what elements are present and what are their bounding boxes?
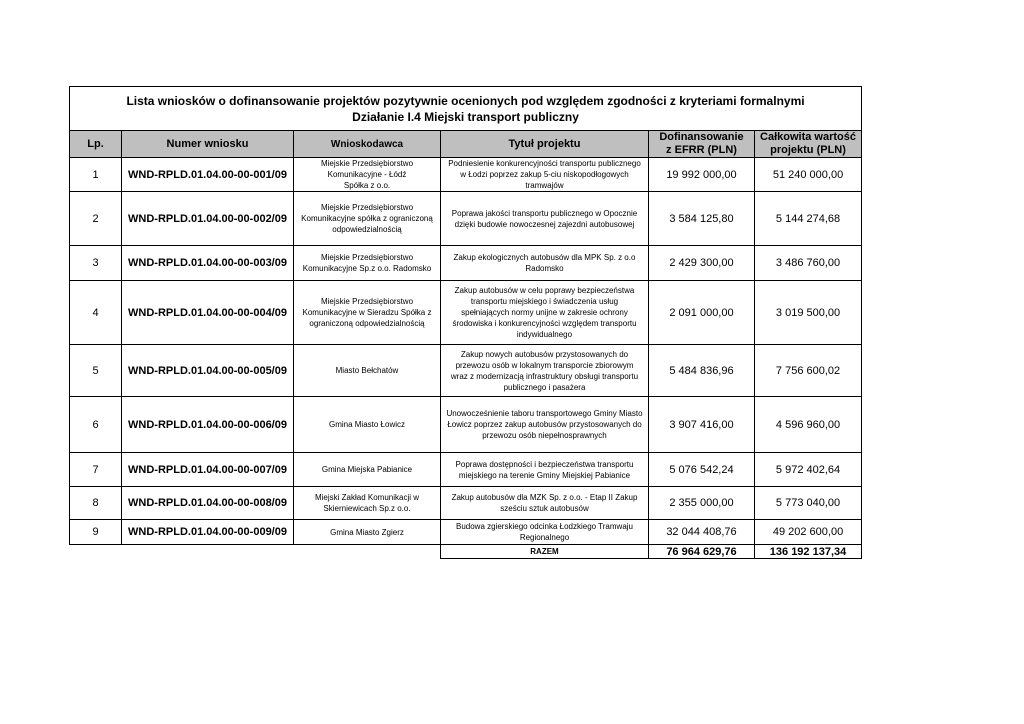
cell-lp: 9 [70, 520, 122, 545]
cell-calkowita-wartosc: 5 972 402,64 [755, 453, 862, 487]
header-calkowita-line2: projektu (PLN) [770, 144, 846, 156]
tytul-line: Poprawa dostępności i bezpieczeństwa transportu [455, 459, 634, 469]
cell-wnioskodawca [294, 345, 441, 397]
title-line-1: Lista wniosków o dofinansowanie projektów pozytywnie ocenionych pod względem zgodności z kryteriami formalnymi [126, 93, 805, 108]
wnioskodawca-line: Gmina Miejska Pabianice [321, 465, 413, 474]
header-dofinansowanie-line1: Dofinansowanie [659, 131, 744, 143]
cell-lp: 5 [70, 345, 122, 397]
tytul-line: przewozu osób niepełnosprawnych [482, 431, 607, 440]
header-dofinansowanie-line2: z EFRR (PLN) [666, 144, 737, 156]
total-row [70, 545, 862, 559]
cell-calkowita-wartosc: 4 596 960,00 [755, 397, 862, 453]
wnioskodawca-line: Spółka z o.o. [343, 181, 391, 190]
tytul-line: środowiska i konkurencyjności względem transportu [452, 319, 637, 328]
projects-table [69, 86, 862, 559]
wnioskodawca-line: Miejskie Przedsiębiorstwo [320, 203, 414, 212]
tytul-line: indywidualnego [516, 330, 573, 339]
tytul-line: Regionalnego [519, 533, 570, 542]
cell-wnioskodawca [294, 520, 441, 545]
cell-lp: 7 [70, 453, 122, 487]
tytul-line: spełniających normy unijne w zakresie ochrony [461, 308, 628, 317]
wnioskodawca-line: Komunikacyjne - Łódź [327, 170, 407, 179]
cell-numer-wniosku: WND-RPLD.01.04.00-00-003/09 [122, 246, 294, 281]
cell-calkowita-wartosc: 3 486 760,00 [755, 246, 862, 281]
cell-lp: 2 [70, 192, 122, 246]
total-blank [70, 545, 441, 559]
cell-numer-wniosku: WND-RPLD.01.04.00-00-007/09 [122, 453, 294, 487]
cell-tytul-projektu [441, 192, 649, 246]
table-row [70, 345, 862, 397]
wnioskodawca-line: Miejskie Przedsiębiorstwo [320, 253, 414, 262]
tytul-line: przewozu osób w lokalnym transporcie zbiorowym [455, 360, 634, 370]
wnioskodawca-line: Miejskie Przedsiębiorstwo [320, 159, 414, 168]
cell-numer-wniosku: WND-RPLD.01.04.00-00-006/09 [122, 397, 294, 453]
cell-tytul-projektu [441, 397, 649, 453]
header-tytul-projektu: Tytuł projektu [441, 131, 649, 158]
cell-calkowita-wartosc: 5 773 040,00 [755, 487, 862, 520]
header-lp: Lp. [70, 131, 122, 158]
tytul-line: w Łodzi poprzez zakup 5-ciu niskopodłogowych [460, 170, 629, 179]
cell-numer-wniosku: WND-RPLD.01.04.00-00-001/09 [122, 158, 294, 192]
cell-calkowita-wartosc: 3 019 500,00 [755, 281, 862, 345]
tytul-line: Radomsko [525, 264, 564, 273]
table-row [70, 453, 862, 487]
cell-tytul-projektu [441, 281, 649, 345]
wnioskodawca-line: Komunikacyjne w Sieradzu Spółka z [302, 308, 432, 317]
cell-lp: 6 [70, 397, 122, 453]
tytul-line: miejskiego na terenie Gminy Miejskiej Pabianice [458, 470, 631, 480]
table-row [70, 397, 862, 453]
cell-lp: 8 [70, 487, 122, 520]
wnioskodawca-line: Komunikacyjne spółka z ograniczoną [301, 214, 433, 223]
header-row [70, 131, 862, 158]
tytul-line: Budowa zgierskiego odcinka Łodzkiego Tramwaju [456, 522, 633, 531]
table-row [70, 246, 862, 281]
cell-wnioskodawca [294, 192, 441, 246]
cell-calkowita-wartosc: 49 202 600,00 [755, 520, 862, 545]
cell-tytul-projektu [441, 345, 649, 397]
cell-tytul-projektu [441, 520, 649, 545]
table-row [70, 487, 862, 520]
header-calkowita-wartosc [755, 131, 862, 158]
cell-numer-wniosku: WND-RPLD.01.04.00-00-002/09 [122, 192, 294, 246]
cell-tytul-projektu [441, 158, 649, 192]
cell-dofinansowanie: 2 355 000,00 [649, 487, 755, 520]
tytul-line: dzięki budowie nowoczesnej zajezdni autobusowej [454, 219, 635, 229]
cell-dofinansowanie: 2 091 000,00 [649, 281, 755, 345]
cell-wnioskodawca [294, 158, 441, 192]
cell-dofinansowanie: 19 992 000,00 [649, 158, 755, 192]
total-calkowita-wartosc: 136 192 137,34 [755, 545, 862, 559]
cell-wnioskodawca [294, 397, 441, 453]
tytul-line: publicznego i pasażera [503, 382, 586, 392]
cell-wnioskodawca [294, 246, 441, 281]
tytul-line: Podniesienie konkurencyjności transportu publicznego [448, 159, 641, 168]
wnioskodawca-line: Gmina Miasto Zgierz [330, 527, 404, 537]
header-calkowita-line1: Całkowita wartość [760, 131, 857, 143]
cell-numer-wniosku: WND-RPLD.01.04.00-00-005/09 [122, 345, 294, 397]
cell-numer-wniosku: WND-RPLD.01.04.00-00-008/09 [122, 487, 294, 520]
tytul-line: tramwajów [525, 181, 564, 190]
cell-calkowita-wartosc: 51 240 000,00 [755, 158, 862, 192]
cell-wnioskodawca [294, 281, 441, 345]
table-row [70, 281, 862, 345]
total-label: RAZEM [441, 545, 649, 559]
wnioskodawca-line: ograniczoną odpowiedzialnością [309, 319, 425, 328]
cell-numer-wniosku: WND-RPLD.01.04.00-00-009/09 [122, 520, 294, 545]
wnioskodawca-line: Miasto Bełchatów [335, 366, 399, 375]
tytul-line: Zakup nowych autobusów przystosowanych do [460, 349, 629, 359]
cell-dofinansowanie: 3 584 125,80 [649, 192, 755, 246]
wnioskodawca-line: Gmina Miasto Łowicz [328, 420, 406, 429]
cell-wnioskodawca [294, 487, 441, 520]
document-sheet [69, 86, 861, 559]
document-title [70, 87, 862, 131]
cell-dofinansowanie: 3 907 416,00 [649, 397, 755, 453]
tytul-line: Unowocześnienie taboru transportowego Gminy Miasto [446, 409, 643, 418]
cell-wnioskodawca [294, 453, 441, 487]
table-row [70, 158, 862, 192]
cell-dofinansowanie: 32 044 408,76 [649, 520, 755, 545]
tytul-line: transportu miejskiego i świadczenia usług [470, 297, 619, 306]
cell-dofinansowanie: 5 484 836,96 [649, 345, 755, 397]
cell-lp: 3 [70, 246, 122, 281]
wnioskodawca-line: Komunikacyjne Sp.z o.o. Radomsko [302, 264, 432, 273]
cell-dofinansowanie: 2 429 300,00 [649, 246, 755, 281]
tytul-line: sześciu sztuk autobusów [500, 504, 589, 513]
cell-numer-wniosku: WND-RPLD.01.04.00-00-004/09 [122, 281, 294, 345]
tytul-line: Zakup ekologicznych autobusów dla MPK Sp. z o.o [453, 253, 636, 262]
table-row [70, 520, 862, 545]
cell-calkowita-wartosc: 7 756 600,02 [755, 345, 862, 397]
cell-lp: 4 [70, 281, 122, 345]
tytul-line: Zakup autobusów dla MZK Sp. z o.o. - Etap II Zakup [451, 493, 638, 502]
cell-calkowita-wartosc: 5 144 274,68 [755, 192, 862, 246]
wnioskodawca-line: Miejskie Przedsiębiorstwo [320, 297, 414, 306]
tytul-line: Zakup autobusów w celu poprawy bezpieczeństwa [454, 286, 635, 295]
tytul-line: Łowicz poprzez zakup autobusów przystosowanych do [447, 420, 642, 429]
cell-tytul-projektu [441, 246, 649, 281]
header-numer-wniosku: Numer wniosku [122, 131, 294, 158]
wnioskodawca-line: odpowiedzialnością [332, 225, 402, 234]
table-row [70, 192, 862, 246]
cell-tytul-projektu [441, 453, 649, 487]
header-wnioskodawca: Wnioskodawca [294, 131, 441, 158]
title-line-2: Działanie I.4 Miejski transport publiczny [352, 109, 579, 124]
cell-lp: 1 [70, 158, 122, 192]
wnioskodawca-line: Skierniewicach Sp.z o.o. [323, 504, 411, 513]
cell-dofinansowanie: 5 076 542,24 [649, 453, 755, 487]
tytul-line: Poprawa jakości transportu publicznego w Opocznie [451, 208, 638, 218]
cell-tytul-projektu [441, 487, 649, 520]
tytul-line: wraz z modernizacją infrastruktury obsługi transportu [450, 371, 639, 381]
wnioskodawca-line: Miejski Zakład Komunikacji w [314, 493, 420, 502]
total-dofinansowanie: 76 964 629,76 [649, 545, 755, 559]
header-dofinansowanie [649, 131, 755, 158]
